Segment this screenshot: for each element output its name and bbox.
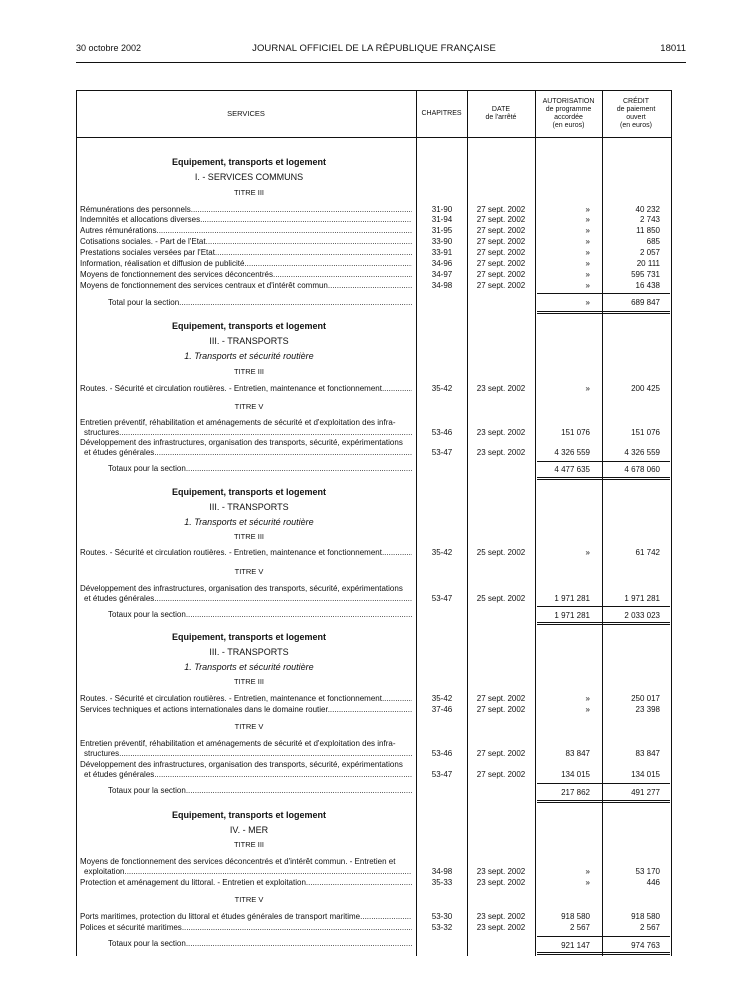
row-label: Moyens de fonctionnement des services déconcentrés et d'intérêt commun. - Entretien et <box>80 857 396 866</box>
total-double-rule <box>537 952 670 955</box>
total-autorisation: » <box>585 298 590 307</box>
total-credit: 2 033 023 <box>624 611 660 620</box>
row-credit: 446 <box>646 878 660 887</box>
col-divider <box>602 90 603 956</box>
row-label: Routes. - Sécurité et circulation routières. - Entretien, maintenance et fonctionnement ..... <box>80 694 412 704</box>
titre-heading: TITRE III <box>234 367 264 376</box>
row-date: 27 sept. 2002 <box>476 237 526 246</box>
header-rule <box>76 62 686 63</box>
col-divider <box>535 90 536 956</box>
row-autorisation: 1 971 281 <box>554 594 590 603</box>
total-credit: 4 678 060 <box>624 465 660 474</box>
titre-heading: TITRE V <box>234 895 264 904</box>
total-label: Totaux pour la section ..... <box>108 786 412 796</box>
row-chapitre: 53-46 <box>431 428 453 437</box>
ministry-heading: Equipement, transports et logement <box>171 157 327 167</box>
row-date: 23 sept. 2002 <box>476 384 526 393</box>
row-autorisation: 4 326 559 <box>554 448 590 457</box>
row-label: Protection et aménagement du littoral. - Entretien et exploitation ..... <box>80 878 412 888</box>
page-number: 18011 <box>660 43 686 54</box>
row-label: Indemnités et allocations diverses ..... <box>80 215 412 225</box>
row-credit: 16 438 <box>635 281 660 290</box>
ministry-heading: Equipement, transports et logement <box>171 632 327 642</box>
titre-heading: TITRE III <box>234 188 264 197</box>
total-double-rule <box>537 622 670 625</box>
total-double-rule <box>537 800 670 803</box>
row-date: 27 sept. 2002 <box>476 770 526 779</box>
row-chapitre: 31-90 <box>431 205 453 214</box>
row-date: 27 sept. 2002 <box>476 205 526 214</box>
col-header-services: SERVICES <box>227 109 265 118</box>
row-autorisation: » <box>585 867 590 876</box>
row-autorisation: » <box>585 248 590 257</box>
row-credit: 2 567 <box>639 923 660 932</box>
row-label: Information, réalisation et diffusion de publicité ..... <box>80 259 412 269</box>
row-credit: 61 742 <box>635 548 660 557</box>
col-header-ap-line: de programme <box>545 106 592 113</box>
row-autorisation: 151 076 <box>561 428 590 437</box>
row-autorisation: » <box>585 270 590 279</box>
section-heading: IV. - MER <box>229 825 269 835</box>
total-rule <box>537 606 670 607</box>
row-date: 27 sept. 2002 <box>476 259 526 268</box>
total-double-rule <box>537 311 670 314</box>
row-credit: 2 057 <box>639 248 660 257</box>
row-label-continued: structures ..... <box>84 428 412 438</box>
row-chapitre: 35-42 <box>431 384 453 393</box>
subsection-heading: 1. Transports et sécurité routière <box>184 662 314 672</box>
row-autorisation: » <box>585 548 590 557</box>
row-credit: 11 850 <box>636 226 660 235</box>
row-label-continued: et études générales ..... <box>84 448 412 458</box>
row-chapitre: 53-47 <box>431 448 453 457</box>
table-header-rule <box>76 137 672 138</box>
row-chapitre: 34-97 <box>431 270 453 279</box>
row-date: 27 sept. 2002 <box>476 705 526 714</box>
row-chapitre: 34-98 <box>431 867 453 876</box>
section-heading: III. - TRANSPORTS <box>209 336 289 346</box>
row-credit: 40 232 <box>635 205 660 214</box>
row-chapitre: 34-96 <box>431 259 453 268</box>
row-date: 27 sept. 2002 <box>476 270 526 279</box>
section-heading: I. - SERVICES COMMUNS <box>194 172 304 182</box>
row-date: 25 sept. 2002 <box>476 548 526 557</box>
row-chapitre: 35-33 <box>431 878 453 887</box>
row-chapitre: 53-47 <box>431 594 453 603</box>
ministry-heading: Equipement, transports et logement <box>171 321 327 331</box>
row-credit: 23 398 <box>635 705 660 714</box>
row-chapitre: 53-32 <box>431 923 453 932</box>
titre-heading: TITRE III <box>234 840 264 849</box>
total-label: Totaux pour la section ..... <box>108 939 412 949</box>
row-autorisation: 134 015 <box>561 770 590 779</box>
row-autorisation: » <box>585 259 590 268</box>
row-date: 27 sept. 2002 <box>476 215 526 224</box>
journal-title: JOURNAL OFFICIEL DE LA RÉPUBLIQUE FRANÇAISE <box>252 43 496 54</box>
row-autorisation: » <box>585 384 590 393</box>
col-header-cp-line: (en euros) <box>620 122 652 129</box>
col-header-chapitres: CHAPITRES <box>421 110 462 117</box>
row-date: 27 sept. 2002 <box>476 281 526 290</box>
row-chapitre: 33-91 <box>431 248 453 257</box>
row-autorisation: » <box>585 705 590 714</box>
titre-heading: TITRE V <box>234 722 264 731</box>
row-label: Cotisations sociales. - Part de l'Etat ..... <box>80 237 412 247</box>
subsection-heading: 1. Transports et sécurité routière <box>184 517 314 527</box>
row-label: Services techniques et actions internationales dans le domaine routier ..... <box>80 705 412 715</box>
row-label-continued: exploitation ..... <box>84 867 412 877</box>
row-date: 23 sept. 2002 <box>476 878 526 887</box>
row-credit: 2 743 <box>639 215 660 224</box>
total-double-rule <box>537 477 670 480</box>
row-label-continued: et études générales ..... <box>84 594 412 604</box>
total-rule <box>537 293 670 294</box>
col-header-autorisation <box>535 98 602 130</box>
row-chapitre: 31-95 <box>431 226 453 235</box>
row-label: Routes. - Sécurité et circulation routières. - Entretien, maintenance et fonctionnement ..... <box>80 384 412 394</box>
total-label: Totaux pour la section ..... <box>108 610 412 620</box>
total-label: Totaux pour la section ..... <box>108 464 412 474</box>
row-label: Développement des infrastructures, organisation des transports, sécurité, expérimentations <box>80 760 403 769</box>
total-autorisation: 1 971 281 <box>554 611 590 620</box>
titre-heading: TITRE III <box>234 532 264 541</box>
col-header-cp-line: de paiement <box>616 106 656 113</box>
total-credit: 974 763 <box>631 941 660 950</box>
row-label: Développement des infrastructures, organisation des transports, sécurité, expérimentations <box>80 438 403 447</box>
total-credit: 491 277 <box>631 788 660 797</box>
row-credit: 134 015 <box>631 770 660 779</box>
table-top-rule <box>76 90 672 91</box>
row-date: 23 sept. 2002 <box>476 448 526 457</box>
total-rule <box>537 936 670 937</box>
row-date: 23 sept. 2002 <box>476 912 526 921</box>
row-label: Moyens de fonctionnement des services centraux et d'intérêt commun ..... <box>80 281 412 291</box>
row-label: Développement des infrastructures, organisation des transports, sécurité, expérimentations <box>80 584 403 593</box>
total-rule <box>537 783 670 784</box>
section-heading: III. - TRANSPORTS <box>209 502 289 512</box>
row-label: Entretien préventif, réhabilitation et aménagements de sécurité et d'exploitation des infra- <box>80 418 396 427</box>
row-date: 23 sept. 2002 <box>476 428 526 437</box>
total-autorisation: 921 147 <box>561 941 590 950</box>
row-chapitre: 34-98 <box>431 281 453 290</box>
ministry-heading: Equipement, transports et logement <box>171 810 327 820</box>
row-credit: 1 971 281 <box>624 594 660 603</box>
page-date: 30 octobre 2002 <box>76 43 142 53</box>
row-date: 27 sept. 2002 <box>476 226 526 235</box>
col-header-credit <box>602 98 670 130</box>
row-label: Ports maritimes, protection du littoral et études générales de transport maritime ..... <box>80 912 412 922</box>
row-chapitre: 35-42 <box>431 694 453 703</box>
row-chapitre: 53-47 <box>431 770 453 779</box>
total-rule <box>537 461 670 462</box>
row-credit: 20 111 <box>636 259 660 268</box>
row-credit: 4 326 559 <box>624 448 660 457</box>
row-label: Routes. - Sécurité et circulation routières. - Entretien, maintenance et fonctionnement ..... <box>80 548 412 558</box>
row-label: Moyens de fonctionnement des services déconcentrés ..... <box>80 270 412 280</box>
col-header-date-line: de l'arrêté <box>485 114 517 121</box>
row-date: 27 sept. 2002 <box>476 694 526 703</box>
row-chapitre: 37-46 <box>431 705 453 714</box>
total-label: Total pour la section ..... <box>108 298 412 308</box>
row-chapitre: 33-90 <box>431 237 453 246</box>
section-heading: III. - TRANSPORTS <box>209 647 289 657</box>
row-label: Entretien préventif, réhabilitation et aménagements de sécurité et d'exploitation des infra- <box>80 739 396 748</box>
row-date: 27 sept. 2002 <box>476 248 526 257</box>
total-credit: 689 847 <box>631 298 660 307</box>
row-autorisation: » <box>585 215 590 224</box>
row-credit: 200 425 <box>631 384 660 393</box>
col-header-cp-line: ouvert <box>626 114 646 121</box>
row-label: Polices et sécurité maritimes ..... <box>80 923 412 933</box>
row-autorisation: » <box>585 205 590 214</box>
row-label-continued: structures ..... <box>84 749 412 759</box>
col-header-ap-line: (en euros) <box>552 122 585 129</box>
row-chapitre: 31-94 <box>431 215 453 224</box>
row-date: 25 sept. 2002 <box>476 594 526 603</box>
titre-heading: TITRE V <box>234 567 264 576</box>
total-autorisation: 4 477 635 <box>554 465 590 474</box>
row-label: Rémunérations des personnels ..... <box>80 205 412 215</box>
row-credit: 918 580 <box>631 912 660 921</box>
row-autorisation: » <box>585 237 590 246</box>
total-autorisation: 217 862 <box>561 788 590 797</box>
row-credit: 53 170 <box>635 867 660 876</box>
row-date: 23 sept. 2002 <box>476 923 526 932</box>
row-label-continued: et études générales ..... <box>84 770 412 780</box>
subsection-heading: 1. Transports et sécurité routière <box>184 351 314 361</box>
row-date: 23 sept. 2002 <box>476 867 526 876</box>
row-chapitre: 35-42 <box>431 548 453 557</box>
ministry-heading: Equipement, transports et logement <box>171 487 327 497</box>
row-chapitre: 53-46 <box>431 749 453 758</box>
row-label: Autres rémunérations ..... <box>80 226 412 236</box>
col-header-ap-line: accordée <box>554 114 583 121</box>
row-credit: 151 076 <box>631 428 660 437</box>
titre-heading: TITRE V <box>234 402 264 411</box>
titre-heading: TITRE III <box>234 677 264 686</box>
row-autorisation: 83 847 <box>565 749 590 758</box>
row-credit: 250 017 <box>631 694 660 703</box>
row-date: 27 sept. 2002 <box>476 749 526 758</box>
row-credit: 685 <box>646 237 660 246</box>
row-chapitre: 53-30 <box>431 912 453 921</box>
row-label: Prestations sociales versées par l'Etat ..... <box>80 248 412 258</box>
row-autorisation: » <box>585 281 590 290</box>
row-autorisation: 918 580 <box>561 912 590 921</box>
row-credit: 595 731 <box>631 270 660 279</box>
row-autorisation: 2 567 <box>569 923 590 932</box>
col-header-cp-line: CRÉDIT <box>622 98 650 105</box>
col-header-ap-line: AUTORISATION <box>542 98 595 105</box>
row-credit: 83 847 <box>635 749 660 758</box>
row-autorisation: » <box>585 226 590 235</box>
row-autorisation: » <box>585 694 590 703</box>
col-header-date <box>467 106 535 122</box>
col-header-date-line: DATE <box>491 106 511 113</box>
row-autorisation: » <box>585 878 590 887</box>
